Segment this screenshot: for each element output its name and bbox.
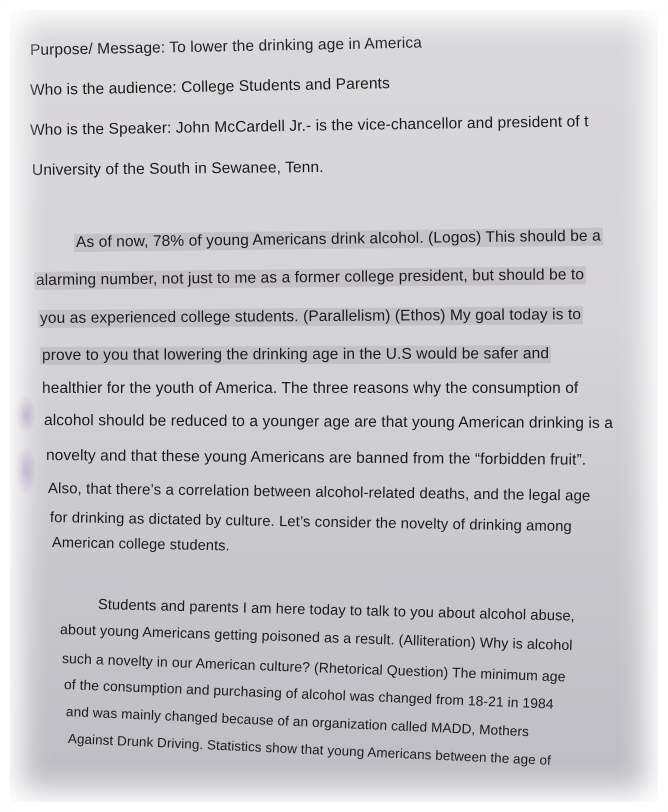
paragraph1-line: alarming number, not just to me as a former college president, but should be to bbox=[34, 266, 586, 290]
paragraph1-line: healthier for the youth of America. The three reasons why the consumption of bbox=[42, 380, 579, 397]
speaker-line: Who is the Speaker: John McCardell Jr.- is the vice-chancellor and president of t bbox=[29, 113, 589, 139]
paragraph1-line: American college students. bbox=[51, 535, 230, 555]
purpose-line: Purpose/ Message: To lower the drinking age in America bbox=[29, 34, 423, 59]
paragraph2-line: and was mainly changed because of an organization called MADD, Mothers bbox=[65, 704, 530, 740]
paragraph1-line: As of now, 78% of young Americans drink alcohol. (Logos) This should be a bbox=[74, 228, 603, 252]
paragraph1-line: novelty and that these young Americans are banned from the “forbidden fruit”. bbox=[45, 447, 587, 469]
paragraph2-line: Against Drunk Driving. Statistics show that young Americans between the age of bbox=[67, 731, 552, 768]
page-smudge bbox=[14, 395, 36, 435]
paragraph2-line: such a novelty in our American culture? (Rhetorical Question) The minimum age bbox=[61, 650, 566, 685]
paragraph2-line: about young Americans getting poisoned as a result. (Alliteration) Why is alcohol bbox=[59, 622, 573, 655]
page-smudge bbox=[14, 445, 36, 495]
speaker-line-continued: University of the South in Sewanee, Tenn. bbox=[31, 158, 324, 179]
paragraph1-line: for drinking as dictated by culture. Let’s consider the novelty of drinking among bbox=[49, 510, 572, 536]
paragraph1-line: you as experienced college students. (Parallelism) (Ethos) My goal today is to bbox=[38, 306, 583, 328]
paragraph2-line: Students and parents I am here today to talk to you about alcohol abuse, bbox=[97, 597, 576, 625]
paragraph2-line: of the consumption and purchasing of alcohol was changed from 18-21 in 1984 bbox=[63, 677, 554, 712]
paragraph1-line: Also, that there’s a correlation between alcohol-related deaths, and the legal age bbox=[47, 480, 591, 505]
paragraph1-line: alcohol should be reduced to a younger age are that young American drinking is a bbox=[43, 412, 613, 432]
audience-line: Who is the audience: College Students and Parents bbox=[29, 75, 390, 99]
paragraph1-line: prove to you that lowering the drinking age in the U.S would be safer and bbox=[40, 345, 551, 365]
